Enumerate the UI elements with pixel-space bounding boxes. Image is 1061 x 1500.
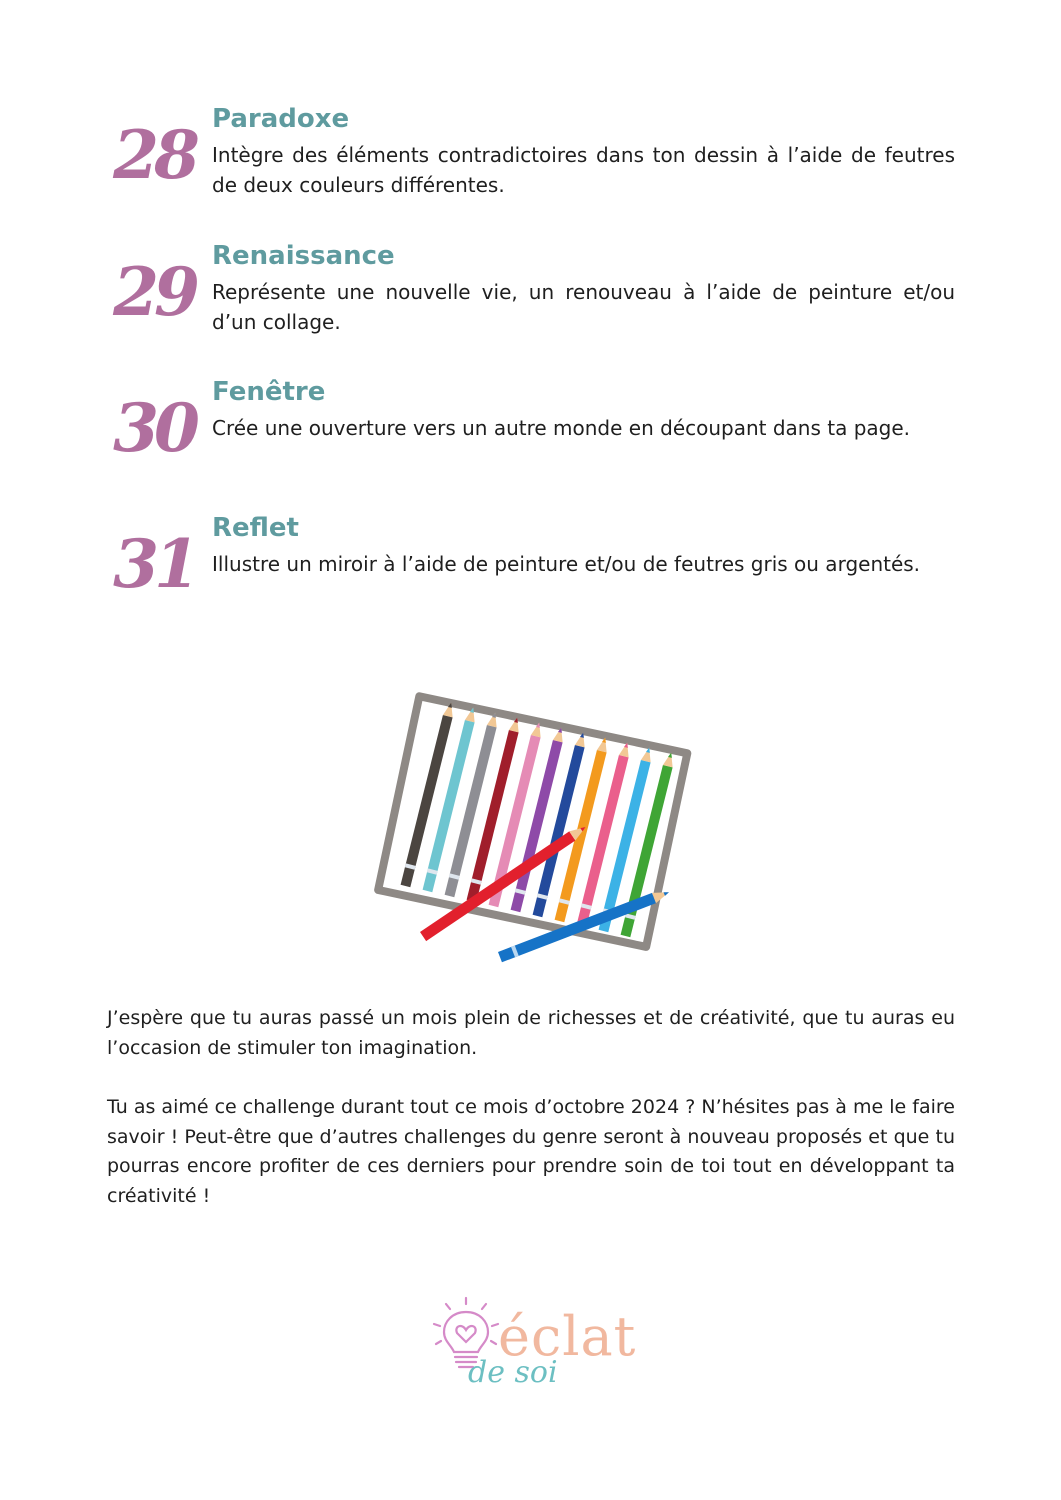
challenge-title: Renaissance [212,241,395,271]
logo-main-text: éclat [498,1305,637,1368]
challenge-description: Intègre des éléments contradictoires dans ton dessin à l’aide de feutres de deux couleurs différentes. [212,143,955,197]
challenge-number: 30 [113,389,195,467]
challenge-title: Reflet [212,513,299,543]
challenge-description: Crée une ouverture vers un autre monde en découpant dans ta page. [212,416,911,440]
colored-pencils-box-icon [350,670,710,970]
challenge-31 [96,513,956,639]
logo [426,1290,636,1400]
challenge-title: Paradoxe [212,104,350,134]
challenge-title: Fenêtre [212,377,326,407]
challenge-description: Représente une nouvelle vie, un renouveau à l’aide de peinture et/ou d’un collage. [212,280,955,334]
closing-paragraph-1: J’espère que tu auras passé un mois plein de richesses et de créativité, que tu auras eu l’occasion de stimuler ton imagination. [107,1007,955,1059]
challenge-number: 31 [113,525,195,603]
challenge-number: 28 [113,116,195,194]
challenge-29 [96,241,956,367]
challenge-description: Illustre un miroir à l’aide de peinture et/ou de feutres gris ou argentés. [212,552,921,576]
logo-sub-text: de soi [468,1355,558,1390]
challenge-28 [96,104,956,230]
closing-paragraph-2: Tu as aimé ce challenge durant tout ce mois d’octobre 2024 ? N’hésites pas à me le faire savoir ! Peut-être que d’autres challenges du genre seront à nouveau proposés et que tu pourras encore profiter de ces derniers pour prendre soin de toi tout en développant ta créativité ! [107,1096,955,1207]
challenge-30 [96,377,956,503]
challenge-number: 29 [113,253,195,331]
